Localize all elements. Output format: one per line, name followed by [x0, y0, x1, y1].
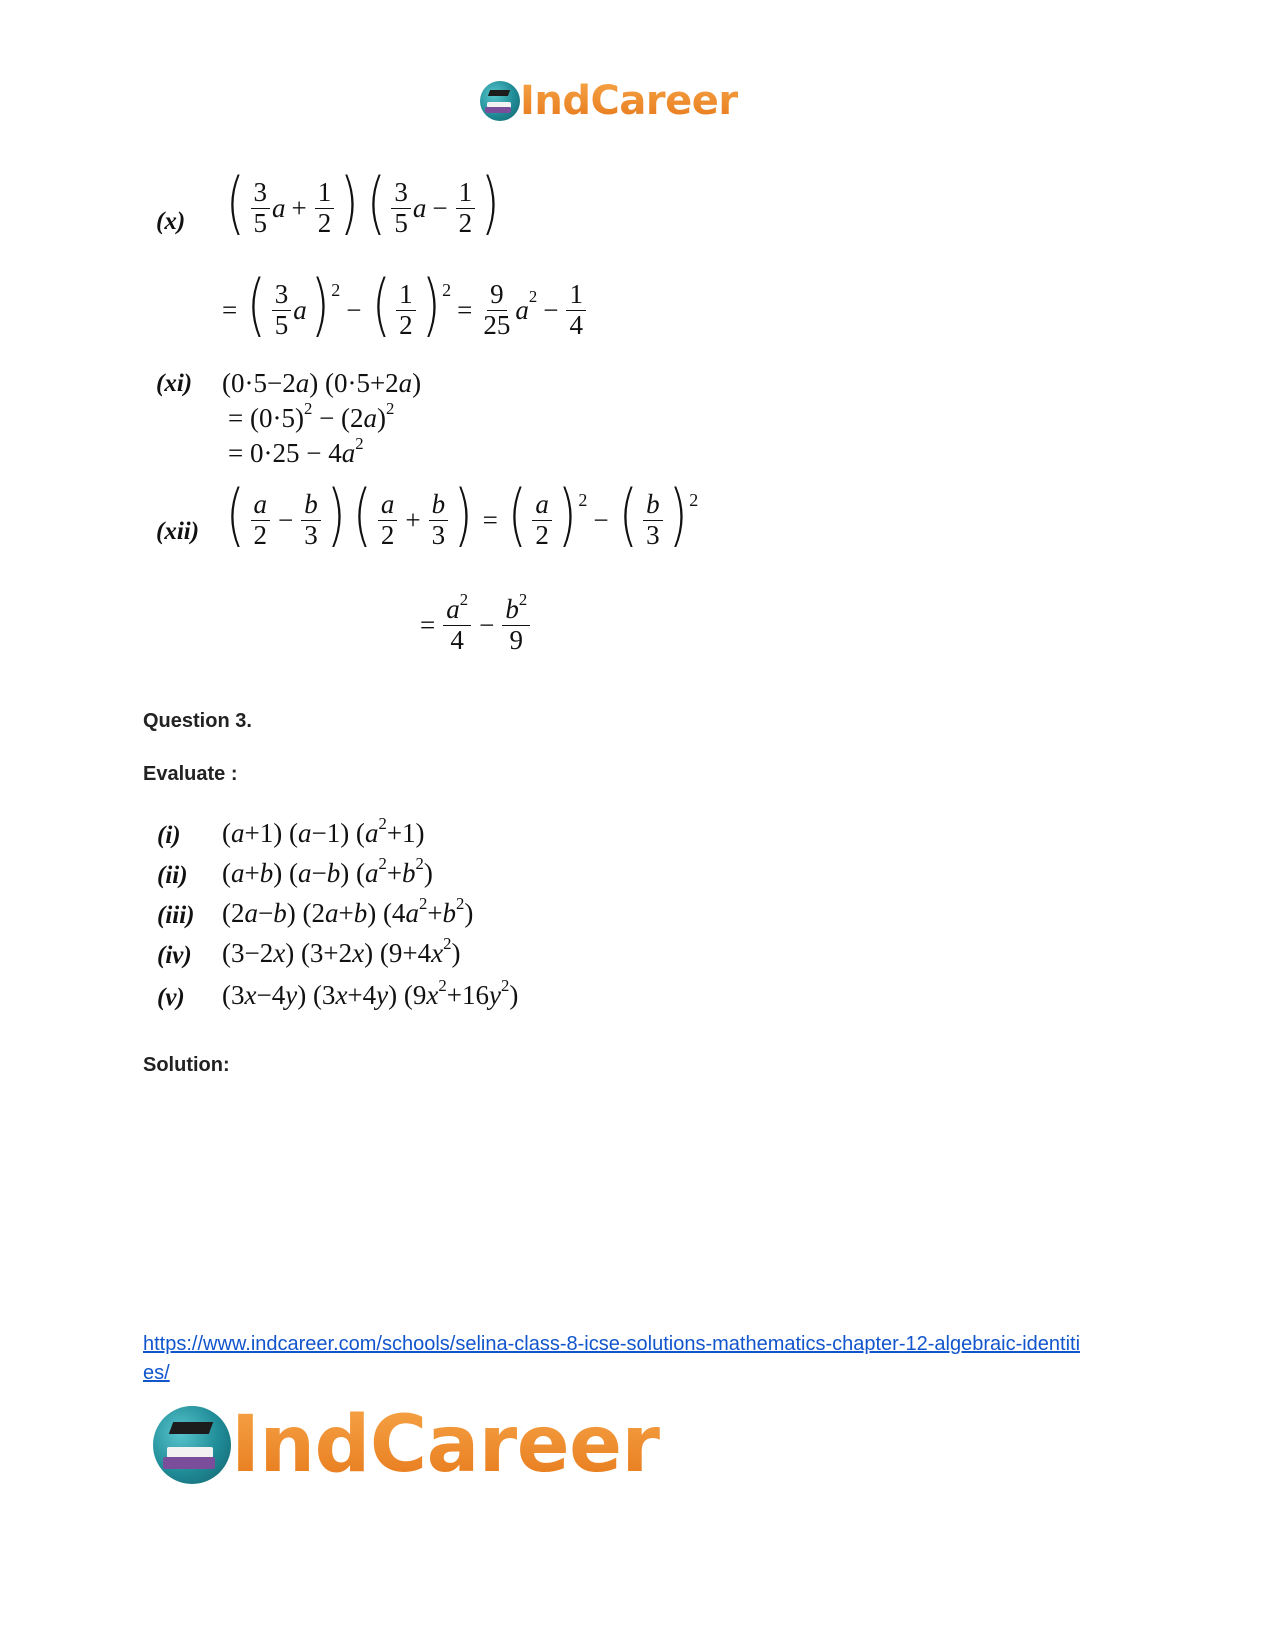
book-globe-icon: [480, 81, 520, 121]
source-link[interactable]: https://www.indcareer.com/schools/selina-class-8-icse-solutions-mathematics-chapter-12-algebraic-identities/: [143, 1333, 1081, 1384]
question-title: Question 3.: [143, 710, 252, 732]
part-xii-expression: ( $\frac{a}{2}$ − $\frac{b}{3}$ ) ( $\frac{a}{2}$ + $\frac{b}{3}$ ) = ( $\frac{a}{2}$ ) 2 − ( $\frac{b}{3}$ ) 2: [225, 476, 699, 555]
part-xi-line-2: = $(0\cdot 5)^2 - (2a)^2$: [228, 399, 395, 433]
solution-heading: Solution:: [143, 1054, 230, 1076]
part-xii-label: (xii): [156, 518, 200, 545]
question-instruction: Evaluate :: [143, 763, 238, 785]
part-x-result: = ( $\frac{3}{5}$ a ) 2 − ( $\frac{1}{2}$ ) 2 = $\frac{9}{25}$ a $^2$ − $\frac{1}{4}$: [222, 280, 588, 340]
item-ii-expression: (a+b) (a−b) $(a^2+b^2)$: [222, 854, 433, 888]
part-xi-line-1: (0·5−2a) (0·5+2a): [222, 368, 422, 398]
brand-name: IndCareer: [520, 78, 738, 124]
part-x-expression: ( $\frac{3}{5}$ a + $\frac{1}{2}$ ) ( $\frac{3}{5}$ a − $\frac{1}{2}$ ): [225, 164, 500, 243]
item-v-expression: (3x−4y) (3x+4y) $(9x^2+16y^2)$: [222, 976, 519, 1010]
item-ii-label: (ii): [157, 862, 188, 889]
part-xii-result: = $\frac{a^2}{4}$ − $\frac{b^2}{9}$: [420, 596, 532, 654]
item-iii-label: (iii): [157, 902, 195, 929]
part-xi-line-3: = $0\cdot 25 - 4a^2$: [228, 434, 364, 468]
header-logo: [480, 78, 738, 124]
part-xi-label: (xi): [156, 370, 193, 397]
brand-name: IndCareer: [231, 1400, 660, 1490]
item-v-label: (v): [157, 984, 185, 1011]
item-iii-expression: (2a−b) (2a+b) $(4a^2+b^2)$: [222, 894, 474, 928]
footer-logo: [153, 1400, 660, 1490]
item-iv-label: (iv): [157, 942, 192, 969]
item-i-label: (i): [157, 822, 181, 849]
part-x-label: (x): [156, 208, 186, 235]
item-i-expression: (a+1) (a−1) $(a^2+1)$: [222, 814, 425, 848]
item-iv-expression: (3−2x) (3+2x) $(9+4x^2)$: [222, 934, 461, 968]
book-globe-icon: [153, 1406, 231, 1484]
